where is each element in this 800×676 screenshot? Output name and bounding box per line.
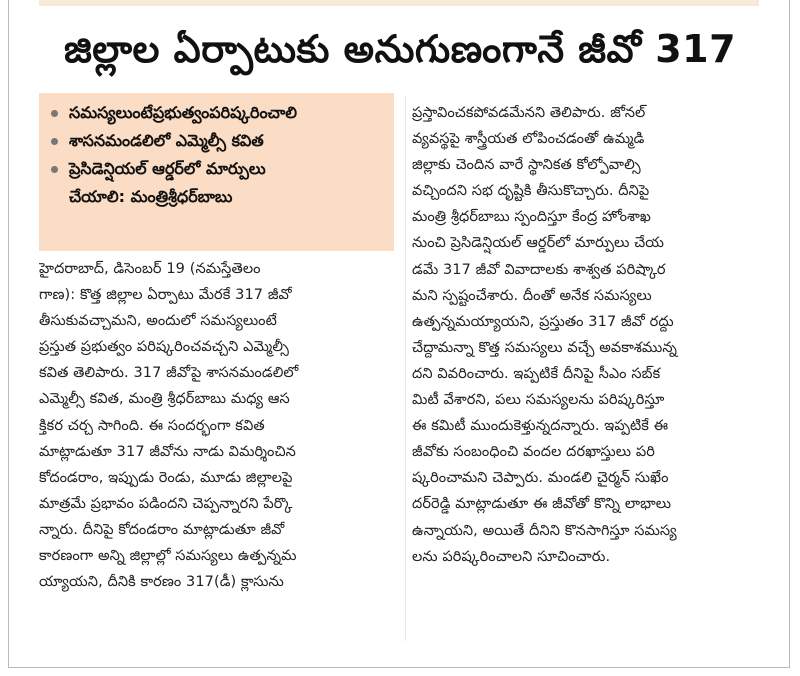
highlight-line: ప్రెసిడెన్షియల్ ఆర్డర్‌లో మార్పులు — [69, 159, 266, 178]
bullet-icon — [51, 166, 58, 173]
body-line: గాణ): కొత్త జిల్లాల ఏర్పాటు మేరకే 317 జీవో — [39, 287, 292, 304]
body-column-right — [412, 100, 774, 570]
body-column-left — [39, 256, 399, 595]
body-line: తీసుకువచ్చామని, అందులో సమస్యలుంటే — [39, 313, 277, 330]
body-line: మాట్లాడుతూ 317 జీవోను నాడు విమర్శించిన — [39, 443, 296, 460]
bullet-icon — [51, 110, 58, 117]
body-line: కవిత తెలిపారు. 317 జీవోపై శాసనమండలిలో — [39, 365, 299, 382]
body-line: ఈ కమిటీ ముందుకెళ్తున్నదన్నారు. ఇప్పటికే ఈ — [412, 418, 669, 435]
body-line: కారణంగా అన్ని జిల్లాల్లో సమస్యలు ఉత్పన్నమ — [39, 548, 297, 565]
news-clipping — [8, 0, 790, 668]
highlight-item — [51, 99, 386, 127]
body-line: చేద్దామన్నా కొత్త సమస్యలు వచ్చే అవకాశమున్న — [412, 339, 677, 356]
body-line: వచ్చిందని సభ దృష్టికి తీసుకొచ్చారు. దీనిపై — [412, 183, 650, 200]
body-line: లను పరిష్కరించాలని సూచించారు. — [412, 548, 611, 565]
body-line: ఎమ్మెల్సీ కవిత, మంత్రి శ్రీధర్‌బాబు మధ్య ఆస — [39, 391, 290, 408]
body-line: డమే 317 జీవో వివాదాలకు శాశ్వత పరిష్కార — [412, 261, 666, 278]
body-line: హైదరాబాద్, డిసెంబర్ 19 (నమస్తేతెలం — [39, 261, 261, 277]
body-line: మిటీ వేశారని, పలు సమస్యలను పరిష్కరిస్తూ — [412, 392, 665, 409]
body-line: దర్‌రెడ్డి మాట్లాడుతూ ఈ జీవోతో కొన్ని లాభాలు — [412, 496, 672, 513]
body-line: ఉన్నాయని, అయితే దీనిని కొనసాగిస్తూ సమస్య — [412, 522, 677, 539]
highlights-box — [39, 93, 394, 251]
highlight-line: చేయాలి: మంత్రిశ్రీధర్‌బాబు — [69, 187, 233, 206]
body-line: క్తికర చర్చ సాగింది. ఈ సందర్భంగా కవిత — [39, 417, 265, 434]
highlight-item — [51, 155, 386, 211]
body-line: దని వివరించారు. ఇప్పటికే దీనిపై సీఎం సబ్‌క — [412, 365, 661, 382]
body-line: మాత్రమే ప్రభావం పడిందని చెప్పన్నారని పేర్కొ — [39, 495, 293, 512]
highlight-line: శాసనమండలిలో ఎమ్మెల్సీ కవిత — [69, 131, 264, 150]
column-divider — [405, 96, 406, 641]
body-line: మని స్పష్టంచేశారు. దీంతో అనేక సమస్యలు — [412, 287, 652, 304]
body-line: మంత్రి శ్రీధర్‌బాబు స్పందిస్తూ కేంద్ర హోంశాఖ — [412, 209, 651, 226]
bullet-icon — [51, 138, 58, 145]
body-line: ప్రస్తుత ప్రభుత్వం పరిష్కరించవచ్చని ఎమ్మెల్సీ — [39, 339, 289, 356]
body-line: ఉత్పన్నమయ్యాయని, ప్రస్తుతం 317 జీవో రద్దు — [412, 313, 674, 330]
body-line: జిల్లాకు చెందిన వారే స్థానికత కోల్పోవాల్సి — [412, 157, 641, 174]
body-line: కోదండరాం, ఇప్పుడు రెండు, మూడు జిల్లాలపై — [39, 469, 293, 486]
body-line: జీవోకు సంబంధించి వందల దరఖాస్తులు పరి — [412, 444, 655, 461]
body-line: య్యాయని, దీనికి కారణం 317(డీ) క్లాసును — [39, 574, 284, 591]
body-line: ప్రస్తావించకపోవడమేనని తెలిపారు. జోనల్ — [412, 105, 646, 121]
body-line: ష్కరించామని చెప్పారు. మండలి చైర్మన్ సుఖేం — [412, 470, 669, 487]
body-line: న్నారు. దీనిపై కోదండరాం మాట్లాడుతూ జీవో — [39, 521, 285, 538]
body-line: నుంచి ప్రెసిడెన్షియల్ ఆర్డర్‌లో మార్పులు చేయ — [412, 235, 665, 252]
body-line: వ్యవస్థపై శాస్త్రీయత లోపించడంతో ఉమ్మడి — [412, 131, 645, 148]
headline: జిల్లాల ఏర్పాటుకు అనుగుణంగానే జీవో 317 — [63, 27, 737, 71]
highlight-line: సమస్యలుంటేప్రభుత్వంపరిష్కరించాలి — [69, 103, 298, 122]
highlight-item — [51, 127, 386, 155]
top-band — [39, 0, 759, 6]
